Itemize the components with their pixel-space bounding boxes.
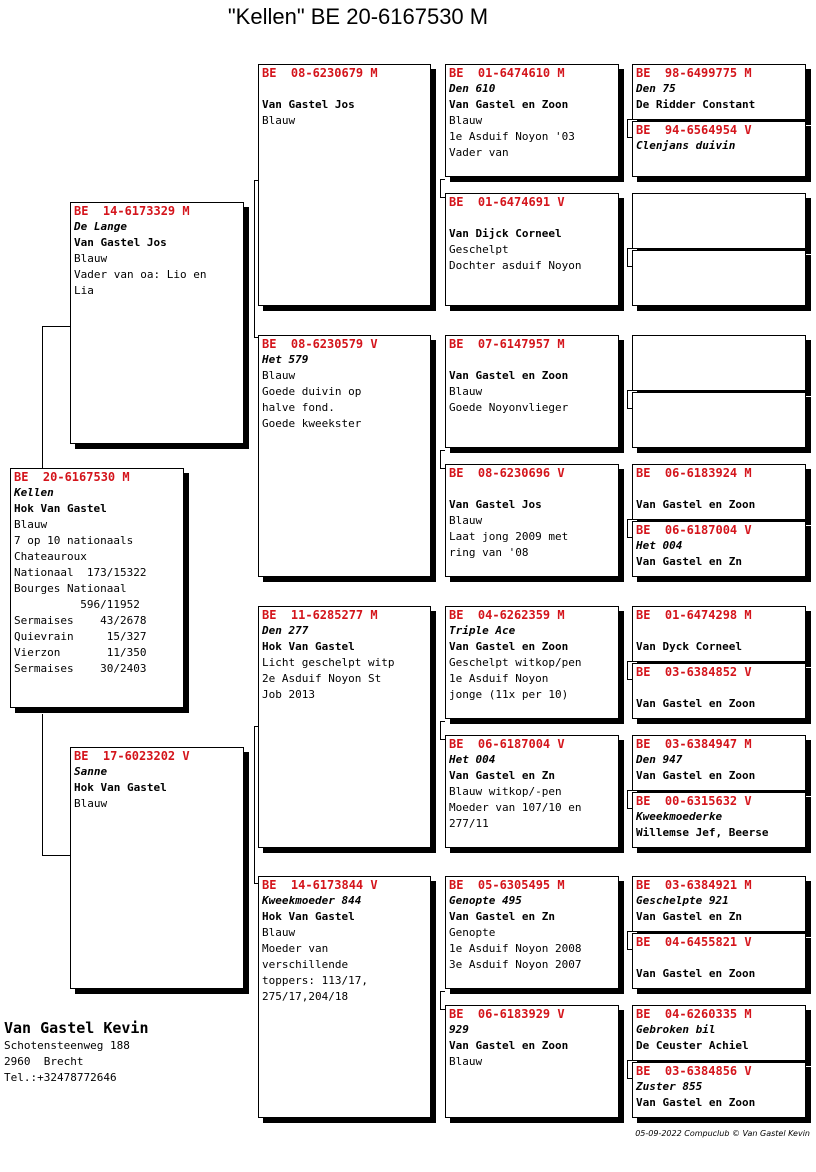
owner-name: Hok Van Gastel [262, 910, 355, 923]
pigeon-detail: Goede kweekster [262, 417, 362, 430]
pigeon-detail: Blauw [449, 385, 483, 398]
ring-number: BE 06-6183924 M [636, 466, 752, 480]
pigeon-detail: Job 2013 [262, 688, 315, 701]
pigeon-detail: Vader van [449, 146, 509, 159]
pigeon-detail: Blauw [262, 114, 296, 127]
pigeon-name: Het 579 [262, 353, 309, 366]
owner-name: Van Gastel en Zoon [636, 769, 756, 782]
great-grandparent-card [445, 64, 619, 177]
pigeon-name [449, 352, 615, 368]
connector-line [627, 931, 628, 949]
pigeon-name [636, 680, 802, 696]
owner-name: Van Dijck Corneel [449, 227, 562, 240]
great-great-grandparent-card [632, 606, 806, 662]
ring-number: BE 08-6230696 V [449, 466, 565, 480]
pigeon-detail: Blauw [449, 114, 483, 127]
great-grandparent-card [445, 876, 619, 989]
owner-name: Van Gastel en Zn [636, 910, 742, 923]
ring-number: BE 01-6474610 M [449, 66, 565, 80]
pigeon-name: Den 75 [636, 82, 676, 95]
ring-number: BE 14-6173844 V [262, 878, 378, 892]
pigeon-name [636, 394, 802, 410]
pigeon-name [636, 195, 802, 211]
ring-number: BE 14-6173329 M [74, 204, 190, 218]
pigeon-detail: Goede duivin op [262, 385, 362, 398]
grandparent-card [258, 876, 431, 1118]
breeder-name: Van Gastel Kevin [4, 1019, 149, 1037]
pigeon-name: Het 004 [636, 539, 683, 552]
pigeon-name: Triple Ace [449, 624, 516, 637]
pigeon-name [449, 481, 615, 497]
owner-name: Hok Van Gastel [14, 502, 107, 515]
pigeon-detail: Blauw [262, 369, 296, 382]
great-great-grandparent-card [632, 663, 806, 719]
owner-name: Hok Van Gastel [262, 640, 355, 653]
owner-name: Van Gastel Jos [262, 98, 355, 111]
pigeon-detail: Sermaises 30/2403 [14, 662, 147, 675]
pigeon-detail: Dochter asduif Noyon [449, 259, 582, 272]
pigeon-detail: 596/11952 [14, 598, 140, 611]
ring-number: BE 94-6564954 V [636, 123, 752, 137]
pigeon-detail: Lia [74, 284, 94, 297]
owner-name: Van Gastel Jos [449, 498, 542, 511]
pigeon-detail: Blauw [74, 252, 108, 265]
pigeon-detail: Goede Noyonvlieger [449, 401, 569, 414]
ring-number: BE 98-6499775 M [636, 66, 752, 80]
pigeon-name [636, 623, 802, 639]
connector-line [254, 726, 255, 884]
pigeon-name [636, 950, 802, 966]
pigeon-name: Den 610 [449, 82, 496, 95]
ring-number: BE 06-6187004 V [636, 523, 752, 537]
ring-number: BE 04-6262359 M [449, 608, 565, 622]
pigeon-name: Den 947 [636, 753, 683, 766]
grandparent-card [258, 64, 431, 306]
pigeon-name: De Lange [74, 220, 127, 233]
ring-number: BE 08-6230579 V [262, 337, 378, 351]
owner-name: Van Gastel en Zoon [636, 697, 756, 710]
pigeon-detail: Licht geschelpt witp [262, 656, 395, 669]
pigeon-name: Den 277 [262, 624, 309, 637]
ring-number: BE 01-6474691 V [449, 195, 565, 209]
ring-number: BE 03-6384852 V [636, 665, 752, 679]
connector-line [42, 855, 70, 856]
great-great-grandparent-card [632, 792, 806, 848]
owner-name: Van Gastel Jos [74, 236, 167, 249]
pigeon-detail: Geschelpt [449, 243, 509, 256]
grandparent-card [258, 606, 431, 848]
pigeon-detail: Moeder van [262, 942, 329, 955]
pigeon-detail: 7 op 10 nationaals [14, 534, 134, 547]
pigeon-detail: Sermaises 43/2678 [14, 614, 147, 627]
ring-number: BE 17-6023202 V [74, 749, 190, 763]
pigeon-detail: toppers: 113/17, [262, 974, 368, 987]
owner-name: Van Gastel en Zn [449, 769, 555, 782]
connector-line [440, 450, 441, 468]
pigeon-name: Clenjans duivin [636, 139, 736, 152]
owner-name: Van Gastel en Zoon [449, 369, 569, 382]
page-title: "Kellen" BE 20-6167530 M [227, 4, 489, 29]
great-great-grandparent-card [632, 392, 806, 448]
great-grandparent-card [445, 464, 619, 577]
connector-line [627, 790, 628, 808]
connector-line [254, 180, 255, 338]
great-great-grandparent-card [632, 876, 806, 932]
owner-name: Van Gastel en Zoon [449, 98, 569, 111]
pigeon-detail: halve fond. [262, 401, 335, 414]
ring-number: BE 06-6187004 V [449, 737, 565, 751]
great-grandparent-card [445, 335, 619, 448]
connector-line [440, 991, 441, 1009]
breeder-city: 2960 Brecht [4, 1055, 84, 1068]
ring-number: BE 07-6147957 M [449, 337, 565, 351]
connector-line [440, 721, 445, 722]
great-great-grandparent-card [632, 250, 806, 306]
ring-number: BE 03-6384947 M [636, 737, 752, 751]
owner-name: Van Gastel en Zoon [449, 1039, 569, 1052]
pigeon-name [636, 252, 802, 268]
ring-number: BE 03-6384856 V [636, 1064, 752, 1078]
pigeon-detail: jonge (11x per 10) [449, 688, 569, 701]
pigeon-detail: Blauw [449, 1055, 483, 1068]
great-great-grandparent-card [632, 64, 806, 120]
pigeon-name: Genopte 495 [449, 894, 522, 907]
great-grandparent-card [445, 735, 619, 848]
pigeon-detail: Chateauroux [14, 550, 87, 563]
grandparent-card [258, 335, 431, 577]
pigeon-detail: Vader van oa: Lio en [74, 268, 207, 281]
ring-number: BE 04-6455821 V [636, 935, 752, 949]
pigeon-name: Sanne [74, 765, 108, 778]
pigeon-name [262, 81, 427, 97]
ring-number: BE 06-6183929 V [449, 1007, 565, 1021]
pigeon-detail: 1e Asduif Noyon [449, 672, 549, 685]
owner-name: Van Gastel en Zn [449, 910, 555, 923]
pigeon-detail: Geschelpt witkop/pen [449, 656, 582, 669]
great-great-grandparent-card [632, 1062, 806, 1118]
pigeon-name: Kweekmoeder 844 [262, 894, 362, 907]
mother-card [70, 747, 244, 989]
pigeon-detail: Blauw witkop/-pen [449, 785, 562, 798]
owner-name: De Ceuster Achiel [636, 1039, 749, 1052]
great-great-grandparent-card [632, 521, 806, 577]
connector-line [42, 326, 43, 468]
pigeon-name: 929 [449, 1023, 469, 1036]
ring-number: BE 08-6230679 M [262, 66, 378, 80]
breeder-info [4, 1018, 149, 1086]
great-grandparent-card [445, 606, 619, 719]
pigeon-detail: 1e Asduif Noyon 2008 [449, 942, 582, 955]
owner-name: Van Gastel en Zoon [449, 640, 569, 653]
pigeon-name [636, 481, 802, 497]
pigeon-name: Zuster 855 [636, 1080, 703, 1093]
ring-number: BE 03-6384921 M [636, 878, 752, 892]
breeder-address: Schotensteenweg 188 [4, 1039, 130, 1052]
connector-line [42, 714, 43, 856]
owner-name: Van Gastel en Zoon [636, 498, 756, 511]
connector-line [627, 119, 628, 137]
pigeon-name: Gebroken bil [636, 1023, 716, 1036]
connector-line [42, 326, 70, 327]
pigeon-detail: Genopte [449, 926, 496, 939]
great-great-grandparent-card [632, 933, 806, 989]
owner-name: Willemse Jef, Beerse [636, 826, 769, 839]
pigeon-detail: Blauw [262, 926, 296, 939]
pigeon-detail: verschillende [262, 958, 349, 971]
pigeon-detail: 277/11 [449, 817, 489, 830]
footer-credit: 05-09-2022 Compuclub © Van Gastel Kevin [635, 1129, 810, 1138]
pigeon-name [449, 210, 615, 226]
pigeon-detail: Moeder van 107/10 en [449, 801, 582, 814]
owner-name: Van Gastel en Zoon [636, 1096, 756, 1109]
pigeon-name: Het 004 [449, 753, 496, 766]
ring-number: BE 05-6305495 M [449, 878, 565, 892]
great-great-grandparent-card [632, 193, 806, 249]
ring-number: BE 00-6315632 V [636, 794, 752, 808]
ring-number: BE 11-6285277 M [262, 608, 378, 622]
breeder-phone: Tel.:+32478772646 [4, 1071, 117, 1084]
great-great-grandparent-card [632, 335, 806, 391]
subject-card [10, 468, 184, 708]
great-great-grandparent-card [632, 1005, 806, 1061]
connector-line [440, 179, 441, 197]
pigeon-detail: Vierzon 11/350 [14, 646, 147, 659]
ring-number: BE 04-6260335 M [636, 1007, 752, 1021]
pigeon-detail: Bourges Nationaal [14, 582, 127, 595]
owner-name: Van Gastel en Zn [636, 555, 742, 568]
connector-line [627, 390, 628, 408]
pigeon-detail: Blauw [449, 514, 483, 527]
pigeon-detail: 1e Asduif Noyon '03 [449, 130, 575, 143]
pigeon-detail: Laat jong 2009 met [449, 530, 569, 543]
great-great-grandparent-card [632, 464, 806, 520]
connector-line [627, 1060, 628, 1078]
ring-number: BE 01-6474298 M [636, 608, 752, 622]
great-great-grandparent-card [632, 121, 806, 177]
pigeon-name: Geschelpte 921 [636, 894, 729, 907]
connector-line [627, 248, 628, 266]
pigeon-detail: Quievrain 15/327 [14, 630, 147, 643]
pigeon-detail: 3e Asduif Noyon 2007 [449, 958, 582, 971]
connector-line [440, 721, 441, 739]
father-card [70, 202, 244, 444]
ring-number: BE 20-6167530 M [14, 470, 130, 484]
owner-name: Hok Van Gastel [74, 781, 167, 794]
connector-line [440, 450, 445, 451]
owner-name: Van Dyck Corneel [636, 640, 742, 653]
owner-name: Van Gastel en Zoon [636, 967, 756, 980]
connector-line [440, 991, 445, 992]
pigeon-name [636, 337, 802, 353]
connector-line [627, 661, 628, 679]
connector-line [440, 179, 445, 180]
great-grandparent-card [445, 193, 619, 306]
pigeon-detail: Blauw [74, 797, 108, 810]
pigeon-name: Kweekmoederke [636, 810, 723, 823]
pigeon-detail: Nationaal 173/15322 [14, 566, 147, 579]
connector-line [627, 519, 628, 537]
pigeon-name: Kellen [14, 486, 54, 499]
pigeon-detail: Blauw [14, 518, 48, 531]
pigeon-detail: 275/17,204/18 [262, 990, 349, 1003]
great-great-grandparent-card [632, 735, 806, 791]
pigeon-detail: 2e Asduif Noyon St [262, 672, 382, 685]
pigeon-detail: ring van '08 [449, 546, 529, 559]
great-grandparent-card [445, 1005, 619, 1118]
owner-name: De Ridder Constant [636, 98, 756, 111]
